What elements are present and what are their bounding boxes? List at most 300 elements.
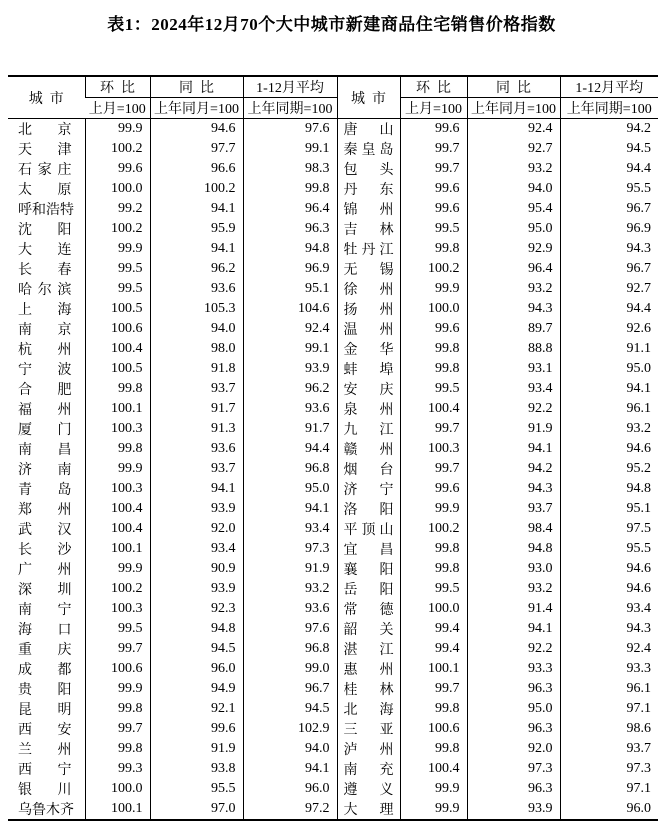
avg-value-left: 94.1 bbox=[243, 759, 337, 779]
avg-value-left: 93.6 bbox=[243, 399, 337, 419]
table-row bbox=[8, 719, 658, 739]
yoy-value-left: 96.6 bbox=[150, 159, 243, 179]
city-name-left: 成都 bbox=[18, 663, 72, 678]
city-name-left: 重庆 bbox=[18, 643, 72, 658]
table-row bbox=[8, 699, 658, 719]
city-name-left: 长春 bbox=[18, 263, 72, 278]
mom-value-right: 99.6 bbox=[400, 119, 467, 140]
city-name-left: 福州 bbox=[18, 403, 72, 418]
city-name-right: 包头 bbox=[337, 159, 400, 179]
yoy-value-right: 93.0 bbox=[467, 559, 560, 579]
yoy-value-left: 94.8 bbox=[150, 619, 243, 639]
avg-value-right: 92.7 bbox=[560, 279, 658, 299]
yoy-value-left: 96.0 bbox=[150, 659, 243, 679]
city-name-right: 岳阳 bbox=[337, 579, 400, 599]
yoy-value-left: 98.0 bbox=[150, 339, 243, 359]
header-mom-right: 环比 bbox=[400, 76, 467, 98]
avg-value-right: 97.1 bbox=[560, 699, 658, 719]
yoy-value-right: 94.1 bbox=[467, 619, 560, 639]
avg-value-right: 94.2 bbox=[560, 119, 658, 140]
avg-value-right: 94.6 bbox=[560, 579, 658, 599]
table-row bbox=[8, 319, 658, 339]
table-row bbox=[8, 339, 658, 359]
yoy-value-left: 93.7 bbox=[150, 379, 243, 399]
mom-value-left: 100.6 bbox=[85, 659, 150, 679]
table-row bbox=[8, 499, 658, 519]
yoy-value-left: 91.3 bbox=[150, 419, 243, 439]
avg-value-right: 95.0 bbox=[560, 359, 658, 379]
avg-value-right: 96.0 bbox=[560, 799, 658, 820]
mom-value-right: 100.4 bbox=[400, 399, 467, 419]
city-name-right: 遵义 bbox=[337, 779, 400, 799]
table-row bbox=[8, 739, 658, 759]
mom-value-left: 100.6 bbox=[85, 319, 150, 339]
avg-value-left: 97.2 bbox=[243, 799, 337, 820]
avg-value-left: 93.2 bbox=[243, 579, 337, 599]
table-row bbox=[8, 219, 658, 239]
mom-value-right: 99.7 bbox=[400, 679, 467, 699]
city-name-right: 常德 bbox=[337, 599, 400, 619]
mom-value-right: 99.6 bbox=[400, 179, 467, 199]
yoy-value-right: 91.9 bbox=[467, 419, 560, 439]
mom-value-left: 99.5 bbox=[85, 259, 150, 279]
avg-value-left: 91.9 bbox=[243, 559, 337, 579]
city-name-right: 无锡 bbox=[337, 259, 400, 279]
mom-value-right: 99.8 bbox=[400, 539, 467, 559]
yoy-value-left: 95.9 bbox=[150, 219, 243, 239]
mom-value-right: 100.3 bbox=[400, 439, 467, 459]
table-row bbox=[8, 659, 658, 679]
city-name-left: 武汉 bbox=[18, 523, 72, 538]
city-name-right: 济宁 bbox=[337, 479, 400, 499]
yoy-value-left: 94.1 bbox=[150, 199, 243, 219]
avg-value-right: 94.8 bbox=[560, 479, 658, 499]
yoy-value-right: 92.7 bbox=[467, 139, 560, 159]
mom-value-left: 99.8 bbox=[85, 699, 150, 719]
avg-value-left: 97.6 bbox=[243, 619, 337, 639]
city-name-left: 南昌 bbox=[18, 443, 72, 458]
mom-value-right: 99.6 bbox=[400, 479, 467, 499]
yoy-value-right: 94.0 bbox=[467, 179, 560, 199]
table-row bbox=[8, 759, 658, 779]
yoy-value-left: 92.1 bbox=[150, 699, 243, 719]
avg-value-left: 94.8 bbox=[243, 239, 337, 259]
yoy-value-left: 95.5 bbox=[150, 779, 243, 799]
city-name-left: 贵阳 bbox=[18, 683, 72, 698]
city-name-right: 安庆 bbox=[337, 379, 400, 399]
city-name-left: 合肥 bbox=[18, 383, 72, 398]
yoy-value-right: 95.0 bbox=[467, 699, 560, 719]
city-name-right: 泉州 bbox=[337, 399, 400, 419]
avg-value-right: 95.5 bbox=[560, 539, 658, 559]
city-name-left: 郑州 bbox=[18, 503, 72, 518]
yoy-value-left: 93.7 bbox=[150, 459, 243, 479]
yoy-value-left: 93.9 bbox=[150, 579, 243, 599]
avg-value-right: 97.5 bbox=[560, 519, 658, 539]
yoy-value-left: 91.7 bbox=[150, 399, 243, 419]
mom-value-right: 99.5 bbox=[400, 219, 467, 239]
avg-value-right: 95.1 bbox=[560, 499, 658, 519]
yoy-value-right: 93.3 bbox=[467, 659, 560, 679]
avg-value-right: 95.5 bbox=[560, 179, 658, 199]
yoy-value-right: 92.9 bbox=[467, 239, 560, 259]
yoy-value-right: 92.4 bbox=[467, 119, 560, 140]
avg-value-left: 96.8 bbox=[243, 639, 337, 659]
mom-value-right: 99.8 bbox=[400, 339, 467, 359]
table-body bbox=[8, 119, 658, 821]
mom-value-left: 99.8 bbox=[85, 379, 150, 399]
avg-value-right: 94.3 bbox=[560, 619, 658, 639]
table-row bbox=[8, 439, 658, 459]
city-name-right: 丹东 bbox=[337, 179, 400, 199]
city-name-left: 沈阳 bbox=[18, 223, 72, 238]
avg-value-right: 93.7 bbox=[560, 739, 658, 759]
avg-value-right: 96.7 bbox=[560, 259, 658, 279]
city-name-right: 赣州 bbox=[337, 439, 400, 459]
table-row bbox=[8, 399, 658, 419]
table-row bbox=[8, 199, 658, 219]
avg-value-right: 97.3 bbox=[560, 759, 658, 779]
city-name-left: 杭州 bbox=[18, 343, 72, 358]
header-yoy-left: 同比 bbox=[150, 76, 243, 98]
mom-value-right: 99.5 bbox=[400, 379, 467, 399]
city-name-left: 天津 bbox=[18, 143, 72, 158]
city-name-left: 济南 bbox=[18, 463, 72, 478]
mom-value-left: 100.0 bbox=[85, 779, 150, 799]
mom-value-left: 99.7 bbox=[85, 719, 150, 739]
city-name-right: 韶关 bbox=[337, 619, 400, 639]
city-name-right: 泸州 bbox=[337, 739, 400, 759]
mom-value-left: 99.5 bbox=[85, 279, 150, 299]
city-name-left: 银川 bbox=[18, 783, 72, 798]
avg-value-left: 99.8 bbox=[243, 179, 337, 199]
mom-value-left: 99.8 bbox=[85, 439, 150, 459]
mom-value-left: 100.4 bbox=[85, 499, 150, 519]
mom-value-left: 100.1 bbox=[85, 399, 150, 419]
yoy-value-right: 96.3 bbox=[467, 719, 560, 739]
city-name-right: 平顶山 bbox=[337, 519, 400, 539]
avg-value-left: 94.4 bbox=[243, 439, 337, 459]
avg-value-left: 91.7 bbox=[243, 419, 337, 439]
table-row bbox=[8, 139, 658, 159]
avg-value-left: 102.9 bbox=[243, 719, 337, 739]
avg-value-left: 97.3 bbox=[243, 539, 337, 559]
avg-value-right: 96.9 bbox=[560, 219, 658, 239]
yoy-value-left: 97.0 bbox=[150, 799, 243, 820]
avg-value-left: 97.6 bbox=[243, 119, 337, 140]
yoy-value-right: 95.0 bbox=[467, 219, 560, 239]
table-row bbox=[8, 239, 658, 259]
yoy-value-left: 91.9 bbox=[150, 739, 243, 759]
table-row bbox=[8, 519, 658, 539]
mom-value-left: 100.4 bbox=[85, 519, 150, 539]
avg-value-right: 94.1 bbox=[560, 379, 658, 399]
city-name-right: 桂林 bbox=[337, 679, 400, 699]
avg-value-left: 99.1 bbox=[243, 339, 337, 359]
table-row bbox=[8, 179, 658, 199]
city-name-right: 温州 bbox=[337, 319, 400, 339]
avg-value-left: 96.0 bbox=[243, 779, 337, 799]
avg-value-left: 96.8 bbox=[243, 459, 337, 479]
table-row bbox=[8, 359, 658, 379]
price-index-table bbox=[8, 75, 658, 821]
table-row bbox=[8, 619, 658, 639]
mom-value-right: 99.7 bbox=[400, 419, 467, 439]
header-avg-base-right: 上年同期=100 bbox=[560, 98, 658, 119]
city-name-left: 西安 bbox=[18, 723, 72, 738]
city-name-left: 海口 bbox=[18, 623, 72, 638]
mom-value-right: 100.2 bbox=[400, 259, 467, 279]
yoy-value-left: 94.1 bbox=[150, 239, 243, 259]
city-name-right: 南充 bbox=[337, 759, 400, 779]
header-city-left: 城市 bbox=[8, 76, 85, 119]
city-name-right: 徐州 bbox=[337, 279, 400, 299]
city-name-right: 襄阳 bbox=[337, 559, 400, 579]
mom-value-left: 99.2 bbox=[85, 199, 150, 219]
header-yoy-right: 同比 bbox=[467, 76, 560, 98]
yoy-value-right: 93.9 bbox=[467, 799, 560, 820]
yoy-value-right: 89.7 bbox=[467, 319, 560, 339]
yoy-value-right: 91.4 bbox=[467, 599, 560, 619]
avg-value-left: 92.4 bbox=[243, 319, 337, 339]
yoy-value-right: 94.8 bbox=[467, 539, 560, 559]
mom-value-left: 99.8 bbox=[85, 739, 150, 759]
city-name-right: 三亚 bbox=[337, 719, 400, 739]
yoy-value-right: 96.3 bbox=[467, 679, 560, 699]
header-mom-base-left: 上月=100 bbox=[85, 98, 150, 119]
city-name-left: 大连 bbox=[18, 243, 72, 258]
table-row bbox=[8, 259, 658, 279]
avg-value-right: 94.6 bbox=[560, 439, 658, 459]
city-name-right: 惠州 bbox=[337, 659, 400, 679]
mom-value-right: 99.7 bbox=[400, 459, 467, 479]
avg-value-right: 91.1 bbox=[560, 339, 658, 359]
yoy-value-right: 96.3 bbox=[467, 779, 560, 799]
yoy-value-left: 93.9 bbox=[150, 499, 243, 519]
mom-value-right: 99.5 bbox=[400, 579, 467, 599]
mom-value-right: 99.4 bbox=[400, 639, 467, 659]
yoy-value-left: 105.3 bbox=[150, 299, 243, 319]
yoy-value-left: 90.9 bbox=[150, 559, 243, 579]
header-avg-right: 1-12月平均 bbox=[560, 76, 658, 98]
avg-value-left: 95.0 bbox=[243, 479, 337, 499]
mom-value-left: 99.9 bbox=[85, 239, 150, 259]
mom-value-right: 99.9 bbox=[400, 279, 467, 299]
city-name-left: 呼和浩特 bbox=[18, 203, 74, 218]
mom-value-left: 100.4 bbox=[85, 339, 150, 359]
mom-value-right: 100.0 bbox=[400, 599, 467, 619]
mom-value-right: 100.2 bbox=[400, 519, 467, 539]
mom-value-right: 99.7 bbox=[400, 159, 467, 179]
header-mom-base-right: 上月=100 bbox=[400, 98, 467, 119]
mom-value-left: 100.3 bbox=[85, 599, 150, 619]
city-name-right: 洛阳 bbox=[337, 499, 400, 519]
city-name-right: 蚌埠 bbox=[337, 359, 400, 379]
table-row bbox=[8, 479, 658, 499]
yoy-value-right: 98.4 bbox=[467, 519, 560, 539]
yoy-value-left: 97.7 bbox=[150, 139, 243, 159]
yoy-value-left: 94.0 bbox=[150, 319, 243, 339]
city-name-right: 宜昌 bbox=[337, 539, 400, 559]
yoy-value-right: 92.2 bbox=[467, 639, 560, 659]
city-name-left: 南宁 bbox=[18, 603, 72, 618]
mom-value-right: 100.0 bbox=[400, 299, 467, 319]
avg-value-right: 93.3 bbox=[560, 659, 658, 679]
mom-value-left: 100.2 bbox=[85, 579, 150, 599]
avg-value-right: 97.1 bbox=[560, 779, 658, 799]
yoy-value-left: 94.6 bbox=[150, 119, 243, 140]
city-name-left: 上海 bbox=[18, 303, 72, 318]
mom-value-right: 100.4 bbox=[400, 759, 467, 779]
avg-value-right: 94.3 bbox=[560, 239, 658, 259]
avg-value-right: 94.6 bbox=[560, 559, 658, 579]
yoy-value-left: 93.6 bbox=[150, 279, 243, 299]
city-name-right: 大理 bbox=[337, 799, 400, 820]
header-mom-left: 环比 bbox=[85, 76, 150, 98]
avg-value-right: 98.6 bbox=[560, 719, 658, 739]
mom-value-left: 100.0 bbox=[85, 179, 150, 199]
mom-value-left: 99.7 bbox=[85, 639, 150, 659]
table-row bbox=[8, 419, 658, 439]
table-row bbox=[8, 459, 658, 479]
yoy-value-right: 93.4 bbox=[467, 379, 560, 399]
header-avg-base-left: 上年同期=100 bbox=[243, 98, 337, 119]
yoy-value-left: 93.6 bbox=[150, 439, 243, 459]
mom-value-left: 100.1 bbox=[85, 539, 150, 559]
avg-value-left: 98.3 bbox=[243, 159, 337, 179]
mom-value-left: 99.9 bbox=[85, 119, 150, 140]
mom-value-right: 99.8 bbox=[400, 559, 467, 579]
city-name-right: 湛江 bbox=[337, 639, 400, 659]
yoy-value-left: 93.4 bbox=[150, 539, 243, 559]
city-name-right: 北海 bbox=[337, 699, 400, 719]
mom-value-left: 99.9 bbox=[85, 559, 150, 579]
avg-value-left: 96.2 bbox=[243, 379, 337, 399]
yoy-value-right: 94.3 bbox=[467, 479, 560, 499]
yoy-value-left: 92.3 bbox=[150, 599, 243, 619]
avg-value-left: 93.6 bbox=[243, 599, 337, 619]
city-name-right: 唐山 bbox=[337, 119, 400, 140]
table-row bbox=[8, 299, 658, 319]
city-name-left: 广州 bbox=[18, 563, 72, 578]
city-name-left: 哈尔滨 bbox=[18, 283, 72, 298]
yoy-value-right: 95.4 bbox=[467, 199, 560, 219]
yoy-value-left: 96.2 bbox=[150, 259, 243, 279]
avg-value-left: 104.6 bbox=[243, 299, 337, 319]
mom-value-right: 99.9 bbox=[400, 779, 467, 799]
city-name-left: 厦门 bbox=[18, 423, 72, 438]
mom-value-right: 99.8 bbox=[400, 739, 467, 759]
avg-value-left: 96.3 bbox=[243, 219, 337, 239]
mom-value-right: 99.9 bbox=[400, 499, 467, 519]
city-name-right: 金华 bbox=[337, 339, 400, 359]
city-name-left: 北京 bbox=[18, 123, 72, 138]
yoy-value-right: 94.2 bbox=[467, 459, 560, 479]
city-name-right: 烟台 bbox=[337, 459, 400, 479]
city-name-right: 牡丹江 bbox=[337, 239, 400, 259]
mom-value-right: 99.9 bbox=[400, 799, 467, 820]
table-row bbox=[8, 779, 658, 799]
avg-value-left: 95.1 bbox=[243, 279, 337, 299]
mom-value-right: 99.8 bbox=[400, 359, 467, 379]
yoy-value-right: 93.1 bbox=[467, 359, 560, 379]
avg-value-right: 94.4 bbox=[560, 159, 658, 179]
avg-value-left: 99.0 bbox=[243, 659, 337, 679]
city-name-left: 西宁 bbox=[18, 763, 72, 778]
table-row bbox=[8, 559, 658, 579]
city-name-left: 兰州 bbox=[18, 743, 72, 758]
mom-value-left: 100.3 bbox=[85, 479, 150, 499]
mom-value-right: 99.6 bbox=[400, 199, 467, 219]
mom-value-right: 99.4 bbox=[400, 619, 467, 639]
avg-value-right: 93.4 bbox=[560, 599, 658, 619]
mom-value-right: 99.8 bbox=[400, 239, 467, 259]
city-name-right: 九江 bbox=[337, 419, 400, 439]
table-row bbox=[8, 579, 658, 599]
mom-value-left: 100.5 bbox=[85, 299, 150, 319]
yoy-value-left: 94.5 bbox=[150, 639, 243, 659]
mom-value-left: 99.5 bbox=[85, 619, 150, 639]
city-name-right: 锦州 bbox=[337, 199, 400, 219]
avg-value-right: 95.2 bbox=[560, 459, 658, 479]
yoy-value-right: 92.2 bbox=[467, 399, 560, 419]
yoy-value-left: 94.1 bbox=[150, 479, 243, 499]
mom-value-left: 99.9 bbox=[85, 459, 150, 479]
mom-value-left: 99.3 bbox=[85, 759, 150, 779]
header-city-right: 城市 bbox=[337, 76, 400, 119]
avg-value-left: 96.4 bbox=[243, 199, 337, 219]
city-name-left: 宁波 bbox=[18, 363, 72, 378]
avg-value-right: 93.2 bbox=[560, 419, 658, 439]
city-name-left: 乌鲁木齐 bbox=[18, 803, 74, 818]
mom-value-left: 99.9 bbox=[85, 679, 150, 699]
avg-value-left: 93.9 bbox=[243, 359, 337, 379]
mom-value-right: 100.1 bbox=[400, 659, 467, 679]
mom-value-right: 99.7 bbox=[400, 139, 467, 159]
yoy-value-right: 96.4 bbox=[467, 259, 560, 279]
yoy-value-right: 93.2 bbox=[467, 159, 560, 179]
avg-value-left: 94.5 bbox=[243, 699, 337, 719]
table-row bbox=[8, 379, 658, 399]
table-header bbox=[8, 76, 658, 119]
yoy-value-right: 88.8 bbox=[467, 339, 560, 359]
city-name-right: 秦皇岛 bbox=[337, 139, 400, 159]
yoy-value-right: 92.0 bbox=[467, 739, 560, 759]
avg-value-left: 96.7 bbox=[243, 679, 337, 699]
table-row bbox=[8, 799, 658, 820]
avg-value-right: 92.6 bbox=[560, 319, 658, 339]
avg-value-right: 94.5 bbox=[560, 139, 658, 159]
mom-value-left: 99.6 bbox=[85, 159, 150, 179]
yoy-value-right: 97.3 bbox=[467, 759, 560, 779]
yoy-value-left: 93.8 bbox=[150, 759, 243, 779]
mom-value-left: 100.5 bbox=[85, 359, 150, 379]
yoy-value-left: 99.6 bbox=[150, 719, 243, 739]
mom-value-right: 100.6 bbox=[400, 719, 467, 739]
city-name-right: 扬州 bbox=[337, 299, 400, 319]
yoy-value-left: 100.2 bbox=[150, 179, 243, 199]
avg-value-left: 93.4 bbox=[243, 519, 337, 539]
header-yoy-base-right: 上年同月=100 bbox=[467, 98, 560, 119]
avg-value-left: 96.9 bbox=[243, 259, 337, 279]
mom-value-right: 99.8 bbox=[400, 699, 467, 719]
yoy-value-right: 94.3 bbox=[467, 299, 560, 319]
yoy-value-right: 93.2 bbox=[467, 279, 560, 299]
mom-value-left: 100.2 bbox=[85, 139, 150, 159]
table-row bbox=[8, 279, 658, 299]
avg-value-left: 99.1 bbox=[243, 139, 337, 159]
city-name-right: 吉林 bbox=[337, 219, 400, 239]
